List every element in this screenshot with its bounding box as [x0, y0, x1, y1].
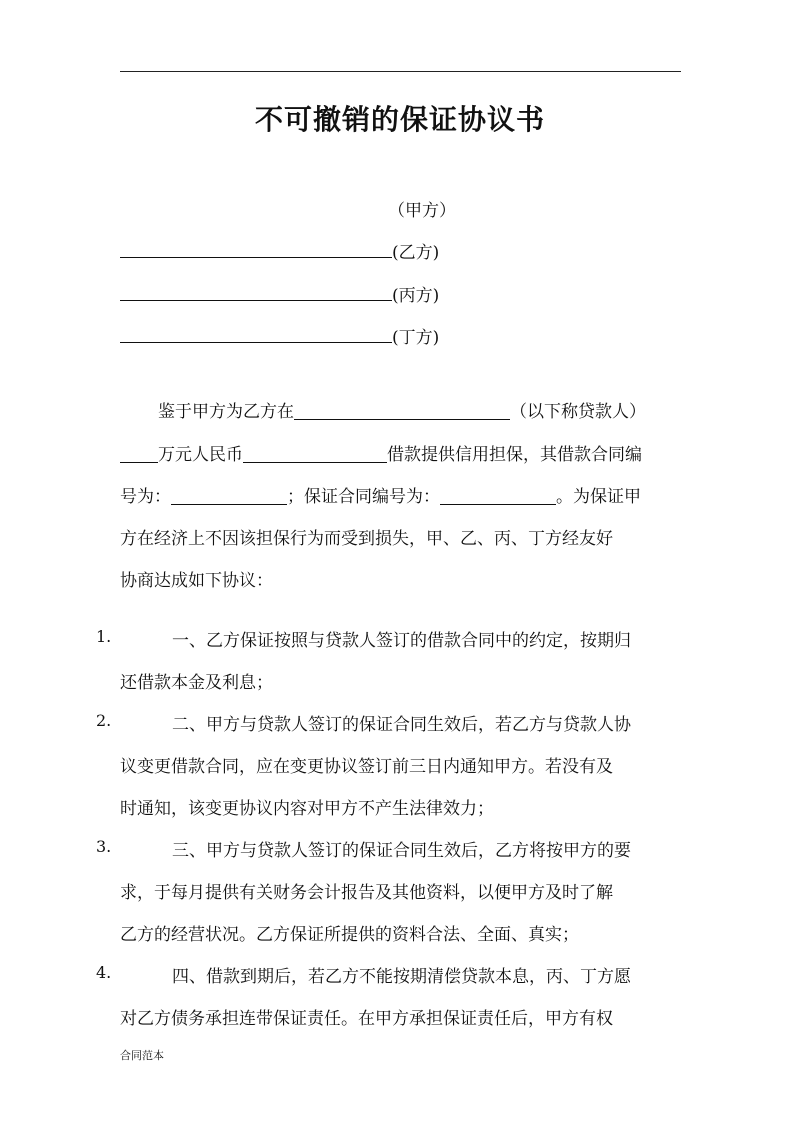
loan-contract-no-blank: [171, 488, 287, 505]
party-c-blank: [120, 282, 392, 301]
party-b-line: [120, 238, 439, 263]
party-c-line: [120, 281, 439, 306]
party-c-label: (丙方): [392, 286, 440, 306]
preamble-text: 万元人民币: [158, 445, 243, 465]
clause-line: 乙方的经营状况。乙方保证所提供的资料合法、全面、真实；: [120, 925, 579, 945]
preamble-text: 借款提供信用担保，其借款合同编: [387, 445, 642, 465]
party-d-blank: [120, 324, 392, 343]
preamble-line-2: [120, 440, 642, 465]
clause-line: 对乙方债务承担连带保证责任。在甲方承担保证责任后，甲方有权: [120, 1009, 613, 1029]
preamble-text: 鉴于甲方为乙方在: [158, 402, 294, 422]
preamble-text: ；保证合同编号为：: [287, 487, 440, 507]
guarantee-contract-no-blank: [440, 488, 556, 505]
clause-line: 还借款本金及利息；: [120, 673, 273, 693]
clause-line: 议变更借款合同，应在变更协议签订前三日内通知甲方。若没有及: [120, 757, 613, 777]
preamble-line-5: 协商达成如下协议：: [120, 571, 273, 591]
clause-line: 时通知，该变更协议内容对甲方不产生法律效力；: [120, 799, 494, 819]
clause-line: 二、甲方与贷款人签订的保证合同生效后，若乙方与贷款人协: [172, 715, 631, 735]
clause-number: 3.: [96, 837, 112, 856]
party-d-line: [120, 323, 439, 348]
clause-line: 一、乙方保证按照与贷款人签订的借款合同中的约定，按期归: [172, 631, 631, 651]
clause-line: 四、借款到期后，若乙方不能按期清偿贷款本息，丙、丁方愿: [172, 967, 631, 987]
preamble-line-1: [158, 397, 646, 422]
lender-blank: [294, 403, 510, 420]
clause-number: 4.: [96, 963, 112, 982]
document-title: 不可撤销的保证协议书: [254, 103, 545, 136]
preamble-text: （以下称贷款人）: [510, 402, 646, 422]
preamble-line-4: 方在经济上不因该担保行为而受到损失，甲、乙、丙、丁方经友好: [120, 529, 613, 549]
footer-label: 合同范本: [120, 1049, 164, 1062]
preamble-text: 号为：: [120, 487, 171, 507]
header-rule: [120, 71, 681, 72]
party-a-label: （甲方）: [388, 201, 456, 221]
clause-number: 1.: [96, 627, 112, 646]
purpose-blank: [243, 446, 387, 463]
amount-blank: [120, 446, 158, 463]
party-b-blank: [120, 239, 392, 258]
clause-number: 2.: [96, 711, 112, 730]
preamble-text: 。为保证甲: [556, 487, 641, 507]
party-d-label: (丁方): [392, 328, 440, 348]
clause-line: 求，于每月提供有关财务会计报告及其他资料，以便甲方及时了解: [120, 883, 613, 903]
party-b-label: (乙方): [392, 243, 440, 263]
preamble-line-3: [120, 482, 641, 507]
clause-line: 三、甲方与贷款人签订的保证合同生效后，乙方将按甲方的要: [172, 841, 631, 861]
